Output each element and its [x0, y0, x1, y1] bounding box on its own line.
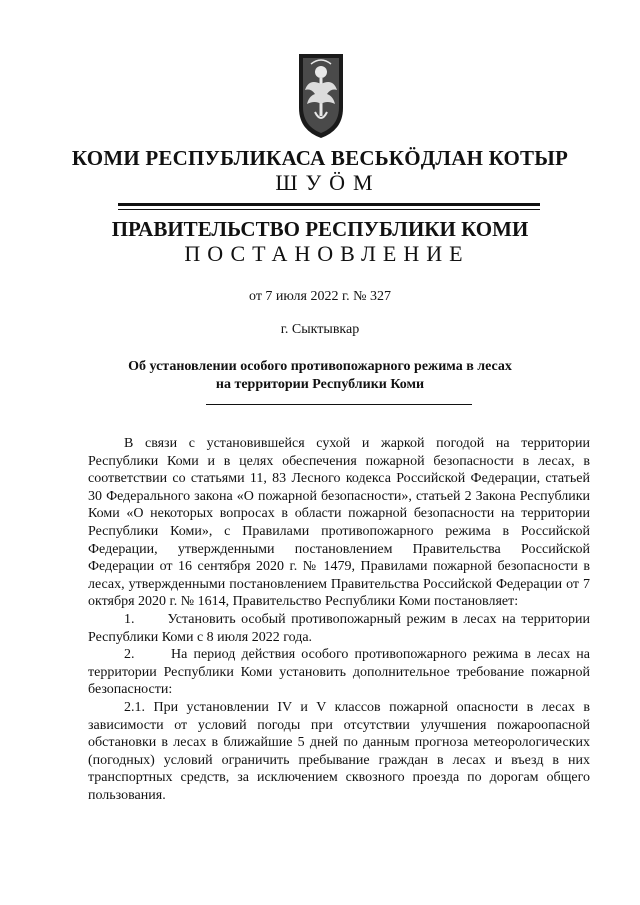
subject-underline	[206, 404, 472, 405]
russian-resolution-subtitle: ПОСТАНОВЛЕНИЕ	[184, 241, 470, 266]
preamble-paragraph: В связи с установившейся сухой и жаркой погодой на территории Республики Коми и в целях обеспечения пожарной безопасности в лесах, в соответствии со статьями 11, 83 Лесного кодекса Российской Федерации, статьей 30 Федерального закона «О пожарной безопасности», статьей 2 Закона Республики Коми «О некоторых вопросах в области пожарной безопасности на территории Республики Коми», с Правилами противопожарного режима в Российской Федерации, утвержденными постановлением Правительства Российской Федерации от 16 сентября 2020 г. № 1479, Правилами пожарной безопасности в лесах, утвержденными постановлением Правительства Российской Федерации от 7 октября 2020 г. № 1614, Правительство Республики Коми постановляет:	[88, 436, 590, 610]
document-date-number: от 7 июля 2022 г. № 327	[249, 289, 391, 304]
komi-resolution-subtitle: ШУӦМ	[275, 170, 381, 195]
document-city: г. Сыктывкар	[280, 322, 360, 337]
clause-2-1-paragraph: 2.1. При установлении IV и V классов пожарной опасности в лесах в зависимости от условий погоды при отсутствии улучшения пожароопасной обстановки в лесах в ближайшие 5 дней по данным прогноза метеорологических (погодных) условий ограничить пребывание граждан в лесах и въезд в них транспортных средств, за исключением сквозного проезда по дорогам общего пользования.	[88, 699, 590, 803]
header-divider-thin	[118, 209, 540, 210]
clause-1-paragraph: 1. Установить особый противопожарный режим в лесах на территории Республики Коми с 8 июля 2022 года.	[88, 611, 590, 645]
komi-government-title: КОМИ РЕСПУБЛИКАСА ВЕСЬКӦДЛАН КОТЫР	[71, 146, 569, 170]
document-subject	[0, 358, 640, 394]
subject-line-1: Об установлении особого противопожарного режима в лесах	[128, 359, 512, 374]
coat-of-arms-emblem	[293, 50, 349, 140]
russian-government-title: ПРАВИТЕЛЬСТВО РЕСПУБЛИКИ КОМИ	[111, 217, 529, 241]
header-divider-thick	[118, 203, 540, 206]
document-body	[88, 435, 590, 804]
subject-line-2: на территории Республики Коми	[215, 377, 425, 392]
clause-2-paragraph: 2. На период действия особого противопожарного режима в лесах на территории Республики Коми установить дополнительное требование пожарной безопасности:	[88, 647, 590, 698]
